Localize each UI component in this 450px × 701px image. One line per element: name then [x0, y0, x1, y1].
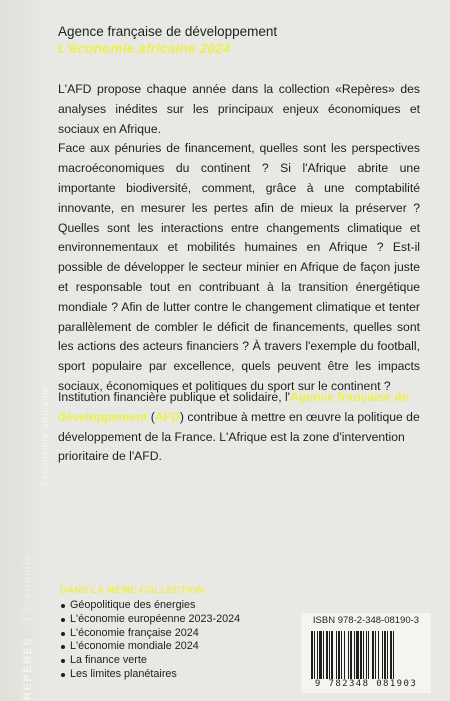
barcode-bar: [311, 631, 313, 679]
barcode-bar: [314, 631, 315, 679]
collection-item: Géopolitique des énergies: [60, 599, 300, 613]
collection-item: L'économie européenne 2023-2024: [60, 613, 300, 627]
collection-item: Les limites planétaires: [60, 668, 300, 682]
institution-open-paren: (: [147, 409, 155, 424]
collection-item: L'économie française 2024: [60, 627, 300, 641]
institution-paragraph: [58, 388, 428, 467]
collection-side-band: [0, 0, 40, 701]
institution-prefix: Institution financière publique et solidaire, l': [58, 390, 290, 404]
barcode-bar: [329, 631, 330, 679]
barcode-bar: [387, 631, 388, 679]
barcode-bar: [375, 631, 376, 679]
intro-paragraph: L'AFD propose chaque année dans la collection «Repères» des analyses inédites sur les principaux enjeux économiques et sociaux en Afrique.: [58, 82, 420, 136]
spine-sub-label: · l'économie: [22, 553, 34, 631]
barcode-image: [311, 631, 427, 679]
barcode-bar: [350, 631, 352, 679]
collection-titles: [60, 599, 300, 682]
barcode-bar: [323, 631, 324, 679]
book-title: L'économie africaine 2024: [58, 41, 231, 56]
barcode-bar: [341, 631, 342, 679]
institution-highlight: Agence française de développement: [58, 390, 409, 424]
barcode-box: [301, 613, 431, 693]
barcode-bar: [363, 631, 364, 679]
institution-acronym: AFD: [154, 409, 180, 424]
barcode-bar: [331, 631, 333, 679]
same-collection-list: [60, 585, 300, 682]
publisher-name: Agence française de développement: [58, 24, 278, 39]
barcode-bar: [348, 631, 349, 679]
barcode-bar: [336, 631, 337, 679]
barcode-bar: [382, 631, 383, 679]
faint-vertical-text: l'économie africaine: [40, 385, 50, 485]
barcode-bar: [393, 631, 394, 679]
collection-item: La finance verte: [60, 654, 300, 668]
barcode-bar: [360, 631, 362, 679]
barcode-bar: [317, 631, 318, 679]
barcode-bar: [390, 631, 392, 679]
isbn-label: ISBN 978-2-348-08190-3: [312, 615, 420, 626]
collection-spine-label: [22, 553, 34, 700]
barcode-bar: [356, 631, 359, 679]
barcode-bar: [372, 631, 374, 679]
barcode-bar: [354, 631, 355, 679]
barcode-number: 9 782348 081903: [314, 679, 418, 689]
barcode-bar: [338, 631, 340, 679]
barcode-bar: [384, 631, 386, 679]
barcode-bar: [319, 631, 322, 679]
barcode-bar: [378, 631, 379, 679]
barcode-bar: [366, 631, 367, 679]
spine-label: REPÈRES: [22, 636, 34, 700]
questions-paragraph: Face aux pénuries de financement, quelles sont les perspectives macroéconomiques du continent ? Si l'Afrique abrite une importante biodiversité, comment, grâce à une comptabilité innovante, en mesurer les pertes afin de mieux la préserver ? Quelles sont les interactions entre changements climatique et environnementaux et mobilités humaines en Afrique ? Est-il possible de développer le secteur minier en Afrique de façon juste et responsable tout en contribuant à la transition énergétique mondiale ? Afin de lutter contre le changement climatique et tenter parallèlement de combler le déficit de financements, quelles sont les actions des acteurs financiers ? À travers l'exemple du football, sport populaire par excellence, quels peuvent être les impacts sociaux, économiques et politiques du sport sur le continent ?: [58, 141, 420, 393]
barcode-bar: [368, 631, 369, 679]
barcode-bar: [326, 631, 328, 679]
collection-item: L'économie mondiale 2024: [60, 640, 300, 654]
barcode-bar: [344, 631, 345, 679]
back-cover-blurb: [58, 80, 420, 397]
institution-suffix: ) contribue à mettre en œuvre la politique de développement de la France. L'Afrique est la zone d'intervention prioritaire de l'AFD.: [58, 409, 420, 464]
collection-heading: DANS LA MÊME COLLECTION: [60, 585, 205, 596]
